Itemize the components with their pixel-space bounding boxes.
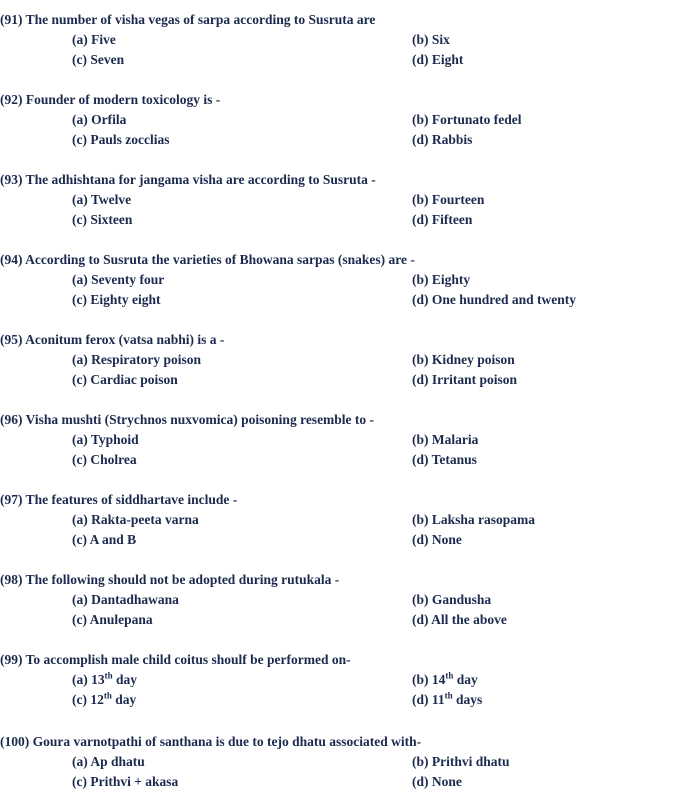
option-label: (d) [412, 372, 429, 387]
ordinal-suffix: th [103, 690, 112, 701]
option-label: (d) [412, 452, 429, 467]
option-text: Eight [431, 52, 464, 67]
question-stem [0, 251, 415, 269]
option-label: (b) [412, 192, 429, 207]
option-label: (c) [72, 372, 87, 387]
option-label: (d) [412, 52, 429, 67]
question-number: (99) [0, 652, 23, 667]
option-b [412, 591, 491, 609]
option-d [412, 451, 477, 469]
option-text: Fortunato fedel [431, 112, 522, 127]
option-label: (d) [412, 692, 429, 707]
option-text: Gandusha [431, 592, 492, 607]
option-b [412, 271, 470, 289]
question-96 [0, 411, 676, 471]
option-label: (a) [72, 672, 88, 687]
option-text: Respiratory poison [91, 352, 202, 367]
ordinal-suffix: th [104, 670, 113, 681]
option-text: Seven [90, 52, 125, 67]
question-stem [0, 331, 224, 349]
option-label: (d) [412, 774, 429, 789]
option-c [72, 131, 169, 149]
option-label: (b) [412, 672, 429, 687]
option-label: (d) [412, 212, 429, 227]
option-text: Cholrea [90, 452, 137, 467]
question-91 [0, 11, 676, 71]
option-text: Twelve [90, 192, 132, 207]
option-number: 13 [91, 672, 105, 687]
ordinal-suffix: th [444, 690, 453, 701]
option-c [72, 773, 178, 791]
option-d [412, 773, 462, 791]
option-d [412, 611, 507, 629]
option-label: (b) [412, 272, 429, 287]
question-stem [0, 91, 220, 109]
option-label: (b) [412, 512, 429, 527]
option-text: Tetanus [431, 452, 477, 467]
option-c [72, 291, 161, 309]
question-stem [0, 171, 376, 189]
question-text: Aconitum ferox (vatsa nabhi) is a - [25, 332, 225, 347]
option-label: (c) [72, 212, 87, 227]
option-label: (c) [72, 612, 87, 627]
option-a [72, 431, 139, 449]
question-number: (100) [0, 734, 30, 749]
option-label: (a) [72, 432, 88, 447]
option-text: Ap dhatu [90, 754, 145, 769]
option-text: Fifteen [431, 212, 473, 227]
option-label: (c) [72, 692, 87, 707]
option-text: Seventy four [91, 272, 165, 287]
option-d [412, 531, 462, 549]
option-label: (a) [72, 192, 88, 207]
question-number: (91) [0, 12, 23, 27]
option-a [72, 191, 131, 209]
option-text: Anulepana [89, 612, 153, 627]
option-label: (b) [412, 352, 429, 367]
option-d [412, 371, 517, 389]
question-number: (94) [0, 252, 23, 267]
option-text: Eighty eight [90, 292, 161, 307]
option-text: One hundred and twenty [431, 292, 577, 307]
option-c [72, 451, 137, 469]
question-stem [0, 411, 374, 429]
option-text: days [456, 692, 483, 707]
option-b [412, 191, 484, 209]
option-b [412, 351, 515, 369]
option-a [72, 111, 126, 129]
question-text: To accomplish male child coitus shoulf be performed on- [25, 652, 351, 667]
question-stem [0, 651, 351, 669]
option-text: None [431, 774, 462, 789]
question-text: The features of siddhartave include - [25, 492, 238, 507]
option-b [412, 111, 521, 129]
option-text: Rakta-peeta varna [91, 512, 199, 527]
option-a [72, 31, 116, 49]
question-number: (95) [0, 332, 23, 347]
option-label: (d) [412, 612, 429, 627]
question-number: (98) [0, 572, 23, 587]
question-stem [0, 11, 375, 29]
option-b [412, 753, 510, 771]
question-stem [0, 491, 237, 509]
option-text: Typhoid [90, 432, 139, 447]
question-99 [0, 651, 676, 711]
option-label: (a) [72, 272, 88, 287]
option-text: day [116, 672, 138, 687]
option-text: day [115, 692, 137, 707]
option-b [412, 511, 535, 529]
option-text: Eighty [431, 272, 471, 287]
option-label: (a) [72, 512, 88, 527]
option-b [412, 31, 450, 49]
option-d [412, 291, 576, 309]
question-text: According to Susruta the varieties of Bhowana sarpas (snakes) are - [25, 252, 415, 267]
option-label: (b) [412, 592, 429, 607]
question-92 [0, 91, 676, 151]
option-a [72, 271, 164, 289]
option-label: (a) [72, 754, 88, 769]
option-b [412, 671, 478, 689]
option-label: (c) [72, 132, 87, 147]
option-number: 12 [90, 692, 104, 707]
question-93 [0, 171, 676, 231]
option-text: Sixteen [90, 212, 133, 227]
option-c [72, 531, 136, 549]
option-text: Fourteen [431, 192, 485, 207]
option-a [72, 753, 145, 771]
option-label: (b) [412, 32, 429, 47]
option-text: A and B [89, 532, 137, 547]
option-label: (d) [412, 292, 429, 307]
option-label: (a) [72, 32, 88, 47]
option-c [72, 611, 153, 629]
option-a [72, 591, 179, 609]
option-text: All the above [431, 612, 507, 627]
option-label: (c) [72, 452, 87, 467]
option-text: Pauls zocclias [90, 132, 170, 147]
question-number: (93) [0, 172, 23, 187]
option-label: (c) [72, 532, 87, 547]
option-a [72, 351, 201, 369]
option-label: (d) [412, 132, 429, 147]
option-d [412, 131, 472, 149]
option-text: Five [91, 32, 116, 47]
question-97 [0, 491, 676, 551]
option-text: Malaria [431, 432, 479, 447]
question-text: The following should not be adopted during rutukala - [25, 572, 340, 587]
option-label: (c) [72, 292, 87, 307]
question-94 [0, 251, 676, 311]
option-c [72, 211, 132, 229]
ordinal-suffix: th [445, 670, 454, 681]
question-text: Visha mushti (Strychnos nuxvomica) poisoning resemble to - [25, 412, 375, 427]
question-text: Founder of modern toxicology is - [25, 92, 221, 107]
question-stem [0, 733, 421, 751]
option-text: Laksha rasopama [431, 512, 536, 527]
option-label: (d) [412, 532, 429, 547]
option-text: day [456, 672, 478, 687]
option-d [412, 51, 463, 69]
option-label: (b) [412, 432, 429, 447]
option-d [412, 691, 482, 709]
option-text: Six [431, 32, 450, 47]
question-95 [0, 331, 676, 391]
question-text: The adhishtana for jangama visha are according to Susruta - [25, 172, 376, 187]
question-text: The number of visha vegas of sarpa according to Susruta are [25, 12, 376, 27]
option-c [72, 371, 178, 389]
question-number: (97) [0, 492, 23, 507]
question-100 [0, 733, 676, 793]
option-c [72, 51, 124, 69]
option-label: (a) [72, 592, 88, 607]
option-text: Orfila [91, 112, 127, 127]
option-text: Cardiac poison [90, 372, 178, 387]
option-label: (c) [72, 774, 87, 789]
question-number: (92) [0, 92, 23, 107]
option-b [412, 431, 478, 449]
question-text: Goura varnotpathi of santhana is due to tejo dhatu associated with- [32, 734, 422, 749]
option-text: Prithvi dhatu [431, 754, 510, 769]
option-text: Rabbis [431, 132, 473, 147]
option-label: (b) [412, 112, 429, 127]
option-text: Irritant poison [431, 372, 518, 387]
option-a [72, 511, 199, 529]
option-number: 14 [431, 672, 446, 687]
option-c [72, 691, 136, 709]
option-number: 11 [431, 692, 445, 707]
question-stem [0, 571, 339, 589]
option-a [72, 671, 137, 689]
option-d [412, 211, 472, 229]
option-label: (a) [72, 112, 88, 127]
option-text: Dantadhawana [91, 592, 179, 607]
question-number: (96) [0, 412, 23, 427]
option-label: (a) [72, 352, 88, 367]
option-text: Prithvi + akasa [90, 774, 179, 789]
option-text: Kidney poison [431, 352, 515, 367]
option-text: None [431, 532, 462, 547]
question-98 [0, 571, 676, 631]
option-label: (b) [412, 754, 429, 769]
option-label: (c) [72, 52, 87, 67]
